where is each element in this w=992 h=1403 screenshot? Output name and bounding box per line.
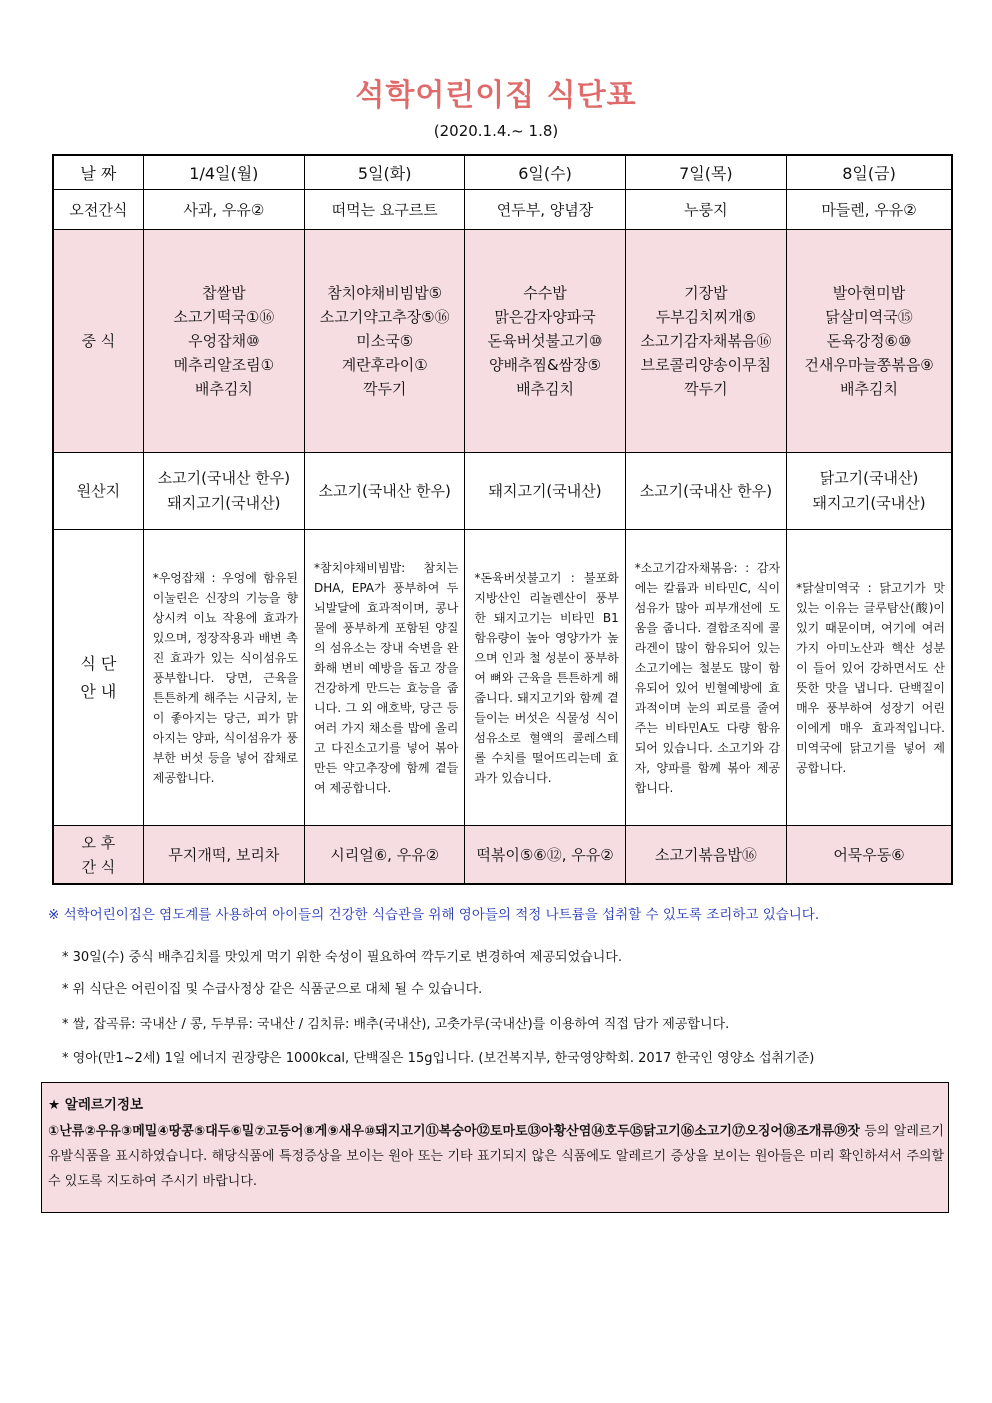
lunch-item: 미소국⑤ [356, 332, 414, 350]
note-item: * 위 식단은 어린이집 및 수급사정상 같은 식품군으로 대체 될 수 있습니다. [62, 982, 483, 997]
date-cell: 5일(화) [305, 155, 465, 190]
allergy-title: ★ 알레르기정보 [48, 1097, 144, 1113]
guide-text: *우엉잡채 : 우엉에 함유된 이눌린은 신장의 기능을 향상시켜 이뇨 작용에 효과가 있으며, 정장작용과 배변 촉진 효과가 있는 식이섬유도 풍부합니다. 당면, 근육을 튼튼하게 해주는 시금치, 눈이 좋아지는 당근, 피가 맑아지는 양파, 식이섬유가 풍부한 버섯 등을 넣어 잡채로 제공합니다. [152, 570, 299, 785]
date-cell: 8일(금) [787, 155, 952, 190]
pm-snack-cell: 시리얼⑥, 우유② [305, 826, 465, 885]
lunch-item: 메추리알조림① [173, 356, 275, 374]
pm-snack-cell: 떡볶이⑤⑥⑫, 우유② [465, 826, 625, 885]
date-period: (2020.1.4.~ 1.8) [433, 122, 559, 140]
lunch-item: 발아현미밥 [832, 284, 906, 302]
row-label-pm-snack-line: 간 식 [81, 857, 116, 876]
origin-cell [625, 453, 786, 530]
origin-item: 돼지고기(국내산) [812, 494, 926, 512]
lunch-item: 브로콜리양송이무침 [640, 356, 772, 374]
row-label-origin: 원산지 [53, 453, 143, 530]
lunch-item: 배추김치 [840, 380, 899, 398]
guide-cell [143, 530, 304, 826]
guide-text: *돈육버섯불고기 : 불포화지방산인 리놀렌산이 풍부한 돼지고기는 비타민 B1 함유량이 높아 영양가가 높으며 인과 철 성분이 풍부하여 뼈와 근육을 튼튼하게 해줍니다. 돼지고기와 함께 곁들이는 버섯은 식물성 식이섬유소로 혈액의 콜레스테롤 수치를 떨어뜨리는데 효과가 있습니다. [474, 570, 619, 785]
lunch-cell [305, 230, 465, 453]
guide-text: *닭살미역국 : 닭고기가 맛있는 이유는 글루탐산(酸)이 있기 때문이며, 여기에 여러 가지 아미노산과 핵산 성분이 들어 있어 강하면서도 산뜻한 맛을 냅니다. 단백질이 매우 풍부하여 성장기 어린이에게 매우 효과적입니다. 미역국에 닭고기를 넣어 제공합니다. [796, 580, 945, 775]
am-snack-cell: 사과, 우유② [143, 190, 304, 230]
allergy-text [48, 1119, 944, 1194]
pm-snack-row [53, 826, 952, 885]
lunch-item: 배추김치 [516, 380, 575, 398]
guide-row [53, 530, 952, 826]
meal-table [52, 154, 953, 885]
row-label-guide-line: 안 내 [80, 681, 117, 701]
guide-cell [305, 530, 465, 826]
date-cell: 7일(목) [625, 155, 786, 190]
date-cell: 1/4일(월) [143, 155, 304, 190]
origin-row [53, 453, 952, 530]
am-snack-cell: 마들렌, 우유② [787, 190, 952, 230]
lunch-item: 배추김치 [194, 380, 253, 398]
lunch-item: 참치야채비빔밥⑤ [327, 284, 443, 302]
guide-cell [787, 530, 952, 826]
lunch-item: 돈육버섯불고기⑩ [487, 332, 603, 350]
origin-cell [465, 453, 625, 530]
origin-cell [143, 453, 304, 530]
origin-cell [305, 453, 465, 530]
lunch-item: 소고기약고추장⑤⑯ [319, 308, 450, 326]
guide-cell [465, 530, 625, 826]
row-label-guide [53, 530, 143, 826]
lunch-cell [143, 230, 304, 453]
pm-snack-cell: 무지개떡, 보리차 [143, 826, 304, 885]
origin-cell [787, 453, 952, 530]
am-snack-cell: 연두부, 양념장 [465, 190, 625, 230]
lunch-cell [787, 230, 952, 453]
am-snack-row [53, 190, 952, 230]
origin-item: 돼지고기(국내산) [167, 494, 281, 512]
lunch-item: 우엉잡채⑩ [188, 332, 260, 350]
lunch-item: 기장밥 [684, 284, 728, 302]
date-row [53, 155, 952, 190]
note-item: * 쌀, 잡곡류: 국내산 / 콩, 두부류: 국내산 / 김치류: 배추(국내산), 고춧가루(국내산)를 이용하여 직접 담가 제공합니다. [62, 1017, 730, 1032]
lunch-item: 건새우마늘쫑볶음⑨ [804, 356, 934, 374]
lunch-item: 수수밥 [523, 284, 567, 302]
lunch-cell [625, 230, 786, 453]
lunch-item: 양배추찜&쌈장⑤ [489, 356, 602, 374]
lunch-item: 깍두기 [684, 380, 728, 398]
lunch-item: 닭살미역국⑮ [825, 308, 913, 326]
page-title: 석학어린이집 식단표 [355, 78, 637, 113]
pm-snack-cell: 소고기볶음밥⑯ [625, 826, 786, 885]
lunch-item: 맑은감자양파국 [494, 308, 596, 326]
note-item: * 영아(만1~2세) 1일 에너지 권장량은 1000kcal, 단백질은 15g입니다. (보건복지부, 한국영양학회. 2017 한국인 영양소 섭취기준) [62, 1051, 815, 1066]
origin-item: 소고기(국내산 한우) [318, 481, 451, 500]
pm-snack-cell: 어묵우동⑥ [787, 826, 952, 885]
am-snack-cell: 떠먹는 요구르트 [305, 190, 465, 230]
lunch-row [53, 230, 952, 453]
am-snack-cell: 누룽지 [625, 190, 786, 230]
lunch-item: 돈육강정⑥⑩ [826, 332, 912, 350]
origin-item: 돼지고기(국내산) [488, 481, 602, 500]
lunch-item: 깍두기 [362, 380, 407, 398]
row-label-lunch: 중 식 [53, 230, 143, 453]
lunch-item: 소고기떡국①⑯ [173, 308, 275, 326]
guide-cell [625, 530, 786, 826]
row-label-date: 날 짜 [53, 155, 143, 190]
date-cell: 6일(수) [465, 155, 625, 190]
lunch-item: 소고기감자채볶음⑯ [640, 332, 772, 350]
row-label-pm-snack-line: 오 후 [81, 833, 116, 852]
allergy-description: 등의 알레르기 유발식품을 표시하였습니다. 해당식품에 특정증상을 보이는 원아 또는 기타 표기되지 않은 식품에도 알레르기 증상을 보이는 원아들은 미리 확인하셔서 주의할 수 있도록 지도하여 주시기 바랍니다. [48, 1124, 944, 1189]
lunch-item: 두부김치찌개⑤ [655, 308, 757, 326]
origin-item: 닭고기(국내산) [819, 469, 919, 487]
origin-item: 소고기(국내산 한우) [639, 481, 773, 500]
allergy-info-box [41, 1082, 949, 1213]
salt-notice: ※ 석학어린이집은 염도계를 사용하여 아이들의 건강한 식습관을 위해 영아들의 적정 나트륨을 섭취할 수 있도록 조리하고 있습니다. [48, 907, 820, 923]
guide-text: *소고기감자채볶음: : 감자에는 칼륨과 비타민C, 식이섬유가 많아 피부개선에 도움을 줍니다. 결합조직에 콜라겐이 많이 함유되어 있는 소고기에는 철분도 많이 함유되어 있어 빈혈예방에 효과적이며 눈의 피로를 줄여주는 비타민A도 다량 함유되어 있습니다. 소고기와 감자, 양파를 함께 볶아 제공합니다. [634, 560, 781, 795]
note-item: * 30일(수) 중식 배추김치를 맛있게 먹기 위한 숙성이 필요하여 깍두기로 변경하여 제공되었습니다. [62, 950, 622, 965]
row-label-am-snack: 오전간식 [53, 190, 143, 230]
lunch-cell [465, 230, 625, 453]
row-label-guide-line: 식 단 [80, 653, 117, 673]
lunch-item: 찹쌀밥 [202, 284, 246, 302]
guide-text: *참치야채비빔밥: 참치는 DHA, EPA가 풍부하여 두뇌발달에 효과적이며, 콩나물에 풍부하게 포함된 양질의 섬유소는 장내 숙변을 완화해 변비 예방을 돕고 장을 건강하게 만드는 효능을 줍니다. 그 외 애호박, 당근 등 여러 가지 채소를 밥에 올리고 다진소고기를 넣어 볶아 만든 약고추장에 함께 곁들여 제공합니다. [314, 560, 459, 795]
lunch-item: 계란후라이① [341, 356, 428, 374]
row-label-pm-snack [53, 826, 143, 885]
allergy-list: ①난류②우유③메밀④땅콩⑤대두⑥밀⑦고등어⑧게⑨새우⑩돼지고기⑪복숭아⑫토마토⑬아황산염⑭호두⑮닭고기⑯소고기⑰오징어⑱조개류⑲잣 [48, 1124, 860, 1139]
origin-item: 소고기(국내산 한우) [157, 469, 291, 487]
